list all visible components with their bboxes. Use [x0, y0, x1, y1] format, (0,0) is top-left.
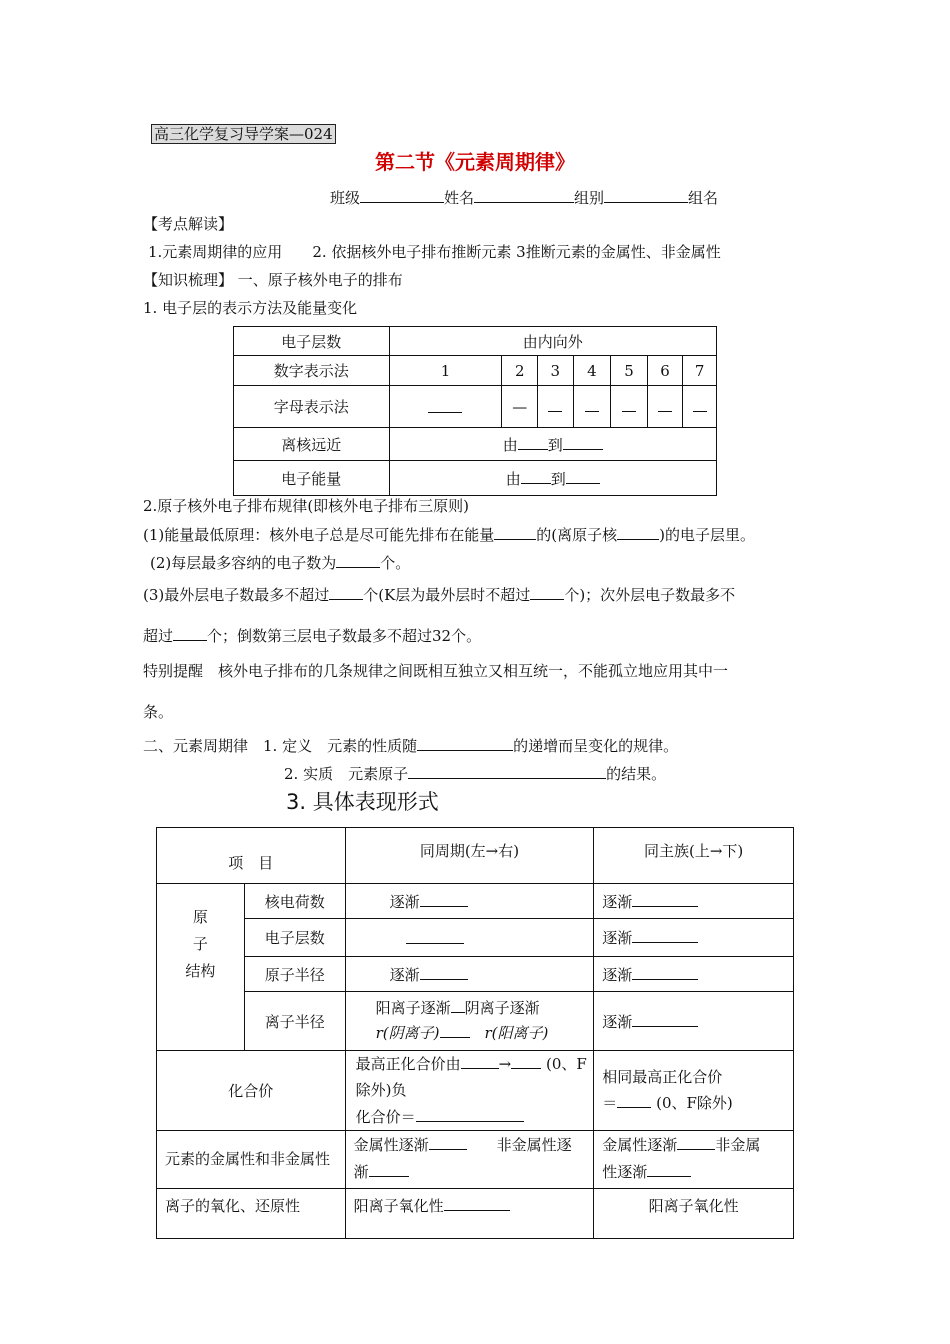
definition-text-b: 的递增而呈变化的规律。	[513, 737, 679, 755]
shell-count-group[interactable]	[594, 919, 794, 957]
header-group: 同主族(上→下)	[594, 828, 794, 884]
group-blank[interactable]	[604, 187, 688, 203]
kaodian-heading: 【考点解读】	[143, 215, 234, 233]
row-label-valence: 化合价	[157, 1051, 346, 1131]
row-label-energy: 电子能量	[234, 461, 390, 496]
group-label: 组别	[574, 189, 605, 207]
essence-text-b: 的结果。	[606, 765, 667, 783]
row-label-number-notation: 数字表示法	[234, 356, 390, 386]
shell-letter-blank[interactable]	[647, 386, 683, 428]
essence-text-a: 2. 实质 元素原子	[284, 765, 409, 783]
atom-structure-label: 原 子 结构	[157, 884, 245, 1051]
essence-blank[interactable]	[408, 763, 606, 779]
name-label: 姓名	[444, 189, 475, 207]
valence-group-text-c: (0、F除外)	[656, 1094, 733, 1113]
group-name-label: 组名	[688, 189, 719, 207]
shell-number: 5	[611, 356, 648, 386]
periodic-trends-table	[156, 827, 794, 1239]
atomic-radius-group[interactable]	[594, 957, 794, 992]
rule-3-blank-b[interactable]	[530, 584, 564, 600]
redox-period-text: 阳离子氧化性	[353, 1196, 444, 1215]
distance-cell[interactable]	[389, 428, 716, 461]
rule-3-blank-a[interactable]	[329, 584, 363, 600]
cation-radius-text: r(阳离子)	[484, 1024, 549, 1042]
ionic-radius-period[interactable]	[345, 992, 594, 1051]
row-label-shell-count: 电子层数	[234, 327, 390, 356]
shell-number: 7	[683, 356, 717, 386]
periodic-law-definition	[143, 735, 678, 755]
definition-text-a: 二、元素周期律 1. 定义 元素的性质随	[143, 737, 418, 755]
valence-group-text-b: ＝	[602, 1094, 618, 1113]
atomic-radius-group-text: 逐渐	[602, 965, 633, 984]
rule-1	[143, 524, 755, 544]
zhishi-heading	[143, 271, 403, 289]
energy-to: 到	[550, 469, 566, 488]
shell-letter-blank[interactable]: —	[502, 386, 538, 428]
ionic-radius-cation-text: 阳离子逐渐	[375, 998, 451, 1017]
rule-1-blank-b[interactable]	[617, 524, 659, 540]
electron-shell-table	[233, 326, 717, 496]
reminder-line-1: 特别提醒 核外电子排布的几条规律之间既相互独立又相互统一，不能孤立地应用其中一	[143, 662, 729, 680]
kaodian-items: 1.元素周期律的应用 2. 依据核外电子排布推断元素 3推断元素的金属性、非金属性	[148, 243, 721, 261]
row-label-ionic-radius: 离子半径	[244, 992, 345, 1051]
rule-3-text-b: 个(K层为最外层时不超过	[363, 586, 531, 604]
zhishi-sub: 一、原子核外电子的排布	[233, 271, 403, 289]
metallicity-period-text-c: 渐	[353, 1163, 369, 1182]
metallicity-period-text-a: 金属性逐渐	[353, 1136, 429, 1155]
shell-number: 6	[647, 356, 683, 386]
nuclear-charge-period-text: 逐渐	[389, 892, 420, 911]
periodic-law-essence	[284, 763, 666, 783]
name-blank[interactable]	[474, 187, 574, 203]
zhishi-title: 【知识梳理】	[143, 271, 234, 289]
rule-1-blank-a[interactable]	[494, 524, 536, 540]
shell-count-period[interactable]	[345, 919, 594, 957]
rule-3-blank-c[interactable]	[173, 625, 207, 641]
shell-number: 3	[538, 356, 574, 386]
rule-1-text-b: 的(离原子核	[536, 526, 618, 544]
header-period: 同周期(左→右)	[345, 828, 594, 884]
page-title: 第二节《元素周期律》	[375, 150, 575, 174]
shell-letter-blank[interactable]	[573, 386, 611, 428]
document-code-label: 高三化学复习导学案—024	[151, 124, 336, 144]
shell-number: 4	[573, 356, 611, 386]
energy-cell[interactable]	[389, 461, 716, 496]
shell-letter-blank[interactable]	[683, 386, 717, 428]
rule-3-text-e: 个；倒数第三层电子数最多不超过32个。	[207, 627, 482, 645]
nuclear-charge-group[interactable]	[594, 884, 794, 919]
valence-group-text-a: 相同最高正化合价	[602, 1068, 723, 1087]
atomic-radius-period-text: 逐渐	[389, 965, 420, 984]
student-info-line	[330, 187, 718, 207]
rule-2-blank[interactable]	[336, 552, 380, 568]
definition-blank[interactable]	[417, 735, 513, 751]
rule-1-text-c: )的电子层里。	[659, 526, 755, 544]
reminder-line-2: 条。	[143, 703, 174, 721]
energy-from: 由	[505, 469, 521, 488]
rule-1-text-a: (1)能量最低原理：核外电子总是尽可能先排布在能量	[143, 526, 495, 544]
shell-count-group-text: 逐渐	[602, 929, 633, 947]
row-label-distance: 离核远近	[234, 428, 390, 461]
redox-group-text: 阳离子氧化性	[648, 1196, 739, 1215]
metallicity-group-text-a: 金属性逐渐	[602, 1136, 678, 1155]
metallicity-group-text-b: 非金属	[715, 1136, 761, 1155]
valence-period-text-a: 最高正化合价由	[355, 1055, 461, 1073]
anion-radius-text: r(阴离子)	[375, 1024, 440, 1042]
class-blank[interactable]	[360, 187, 444, 203]
rule-3-text-c: 个)；次外层电子数最多不	[564, 586, 736, 604]
rule-2	[150, 552, 410, 572]
metallicity-group-text-c: 性逐渐	[602, 1163, 648, 1182]
nuclear-charge-period[interactable]	[345, 884, 594, 919]
rule-3-text-a: (3)最外层电子数最多不超过	[143, 586, 330, 604]
shell-letter-blank[interactable]	[538, 386, 574, 428]
row-label-shell-count: 电子层数	[244, 919, 345, 957]
metallicity-group[interactable]	[594, 1130, 794, 1188]
nuclear-charge-group-text: 逐渐	[602, 892, 633, 911]
metallicity-period[interactable]	[345, 1130, 594, 1188]
valence-period[interactable]: 最高正化合价由 → (0、F除外)负 化合价＝	[345, 1051, 594, 1131]
rule-3-text-d: 超过	[143, 627, 174, 645]
class-label: 班级	[330, 189, 361, 207]
row-label-letter-notation: 字母表示法	[234, 386, 390, 428]
shell-number: 1	[389, 356, 502, 386]
row-label-metallicity: 元素的金属性和非金属性	[157, 1130, 346, 1188]
atomic-radius-period[interactable]	[345, 957, 594, 992]
row-label-redox: 离子的氧化、还原性	[157, 1188, 346, 1238]
rule-3	[143, 584, 735, 604]
rule-2-text-a: (2)每层最多容纳的电子数为	[150, 554, 337, 572]
rule-2-text-b: 个。	[380, 554, 411, 572]
section-3-title: 3. 具体表现形式	[286, 790, 439, 814]
shell-number: 2	[502, 356, 538, 386]
valence-period-text-c: 化合价＝	[355, 1107, 416, 1126]
rule-3-cont	[143, 625, 481, 645]
shell-letter-blank[interactable]	[389, 386, 502, 428]
ionic-radius-group-text: 逐渐	[602, 1012, 633, 1031]
section-2-title: 2.原子核外电子排布规律(即核外电子排布三原则)	[143, 497, 470, 515]
row-label-atomic-radius: 原子半径	[244, 957, 345, 992]
section-1-title: 1. 电子层的表示方法及能量变化	[143, 299, 358, 317]
ionic-radius-group[interactable]	[594, 992, 794, 1051]
shell-direction: 由内向外	[389, 327, 716, 356]
distance-to: 到	[547, 435, 563, 454]
shell-letter-blank[interactable]	[611, 386, 648, 428]
redox-group[interactable]	[594, 1188, 794, 1238]
distance-from: 由	[502, 435, 518, 454]
header-item: 项 目	[157, 828, 346, 884]
metallicity-period-text-b: 非金属性逐	[496, 1136, 572, 1155]
ionic-radius-anion-text: 阴离子逐渐	[464, 998, 540, 1017]
row-label-nuclear-charge: 核电荷数	[244, 884, 345, 919]
valence-period-text-b: (0、F除外)负	[355, 1055, 587, 1100]
redox-period[interactable]	[345, 1188, 594, 1238]
valence-group[interactable]	[594, 1051, 794, 1131]
